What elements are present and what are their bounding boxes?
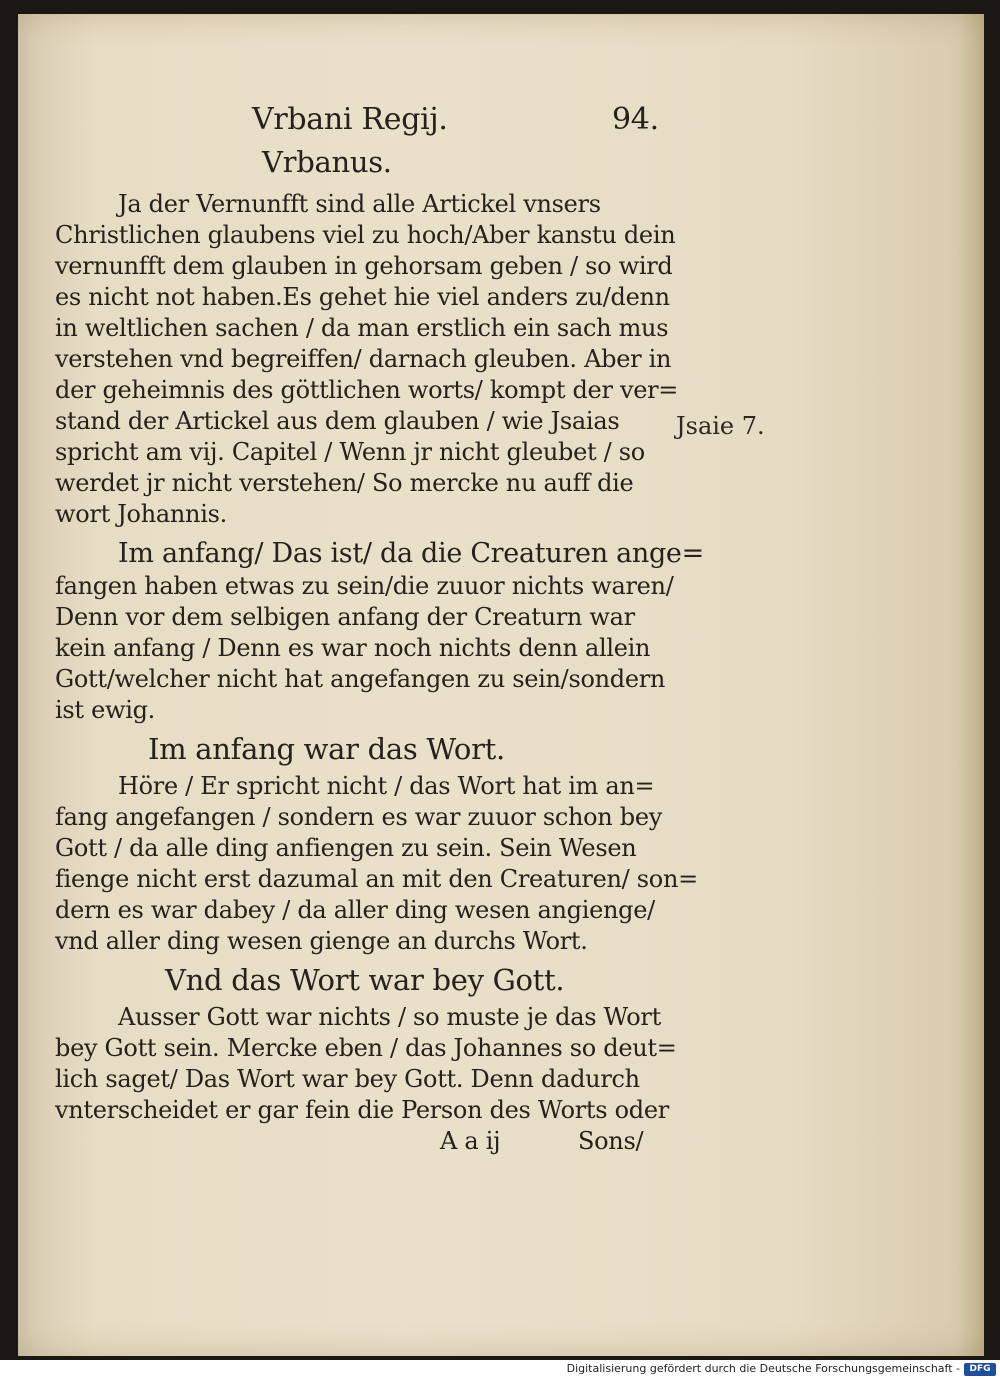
section-heading: Im anfang war das Wort.: [148, 732, 505, 766]
speaker-heading: Vrbanus.: [262, 145, 392, 179]
text-line: dern es war dabey / da aller ding wesen angienge/: [55, 896, 655, 924]
page-number: 94.: [612, 102, 659, 137]
text-line: Gott / da alle ding anfiengen zu sein. Sein Wesen: [55, 834, 637, 862]
running-title: Vrbani Regij.: [252, 102, 448, 137]
text-line: vernunfft dem glauben in gehorsam geben / so wird: [55, 252, 673, 280]
catchword: Sons/: [578, 1127, 644, 1155]
text-line: lich saget/ Das Wort war bey Gott. Denn dadurch: [55, 1065, 640, 1093]
text-line: vnd aller ding wesen gienge an durchs Wort.: [55, 927, 588, 955]
text-line: Christlichen glaubens viel zu hoch/Aber kanstu dein: [55, 221, 676, 249]
text-line: verstehen vnd begreiffen/ darnach gleuben. Aber in: [55, 345, 672, 373]
text-line: werdet jr nicht verstehen/ So mercke nu auff die: [55, 469, 634, 497]
text-line: Denn vor dem selbigen anfang der Creaturn war: [55, 603, 635, 631]
funding-credit: Digitalisierung gefördert durch die Deutsche Forschungsgemeinschaft -: [566, 1362, 960, 1375]
text-line: es nicht not haben.Es gehet hie viel anders zu/denn: [55, 283, 670, 311]
text-line: Ja der Vernunfft sind alle Artickel vnsers: [118, 190, 601, 218]
text-line: Im anfang/ Das ist/ da die Creaturen ange=: [118, 538, 704, 569]
section-heading: Vnd das Wort war bey Gott.: [165, 963, 565, 997]
margin-note: Jsaie 7.: [676, 412, 765, 440]
footer-bar: [0, 1360, 1000, 1379]
text-line: kein anfang / Denn es war noch nichts denn allein: [55, 634, 651, 662]
text-line: Höre / Er spricht nicht / das Wort hat im an=: [118, 772, 655, 800]
text-line: stand der Artickel aus dem glauben / wie Jsaias: [55, 407, 620, 435]
text-line: ist ewig.: [55, 696, 155, 724]
text-line: fang angefangen / sondern es war zuuor schon bey: [55, 803, 663, 831]
text-line: in weltlichen sachen / da man erstlich ein sach mus: [55, 314, 669, 342]
text-line: bey Gott sein. Mercke eben / das Johannes so deut=: [55, 1034, 677, 1062]
text-line: Ausser Gott war nichts / so muste je das Wort: [118, 1003, 661, 1031]
text-line: vnterscheidet er gar fein die Person des Worts oder: [55, 1096, 669, 1124]
text-line: Gott/welcher nicht hat angefangen zu sein/sondern: [55, 665, 666, 693]
text-line: fienge nicht erst dazumal an mit den Creaturen/ son=: [55, 865, 698, 893]
text-line: fangen haben etwas zu sein/die zuuor nichts waren/: [55, 572, 674, 600]
text-line: spricht am vij. Capitel / Wenn jr nicht gleubet / so: [55, 438, 645, 466]
dfg-logo-icon: DFG: [964, 1363, 996, 1376]
signature-mark: A a ij: [440, 1127, 501, 1155]
text-line: wort Johannis.: [55, 500, 227, 528]
text-line: der geheimnis des göttlichen worts/ kompt der ver=: [55, 376, 679, 404]
